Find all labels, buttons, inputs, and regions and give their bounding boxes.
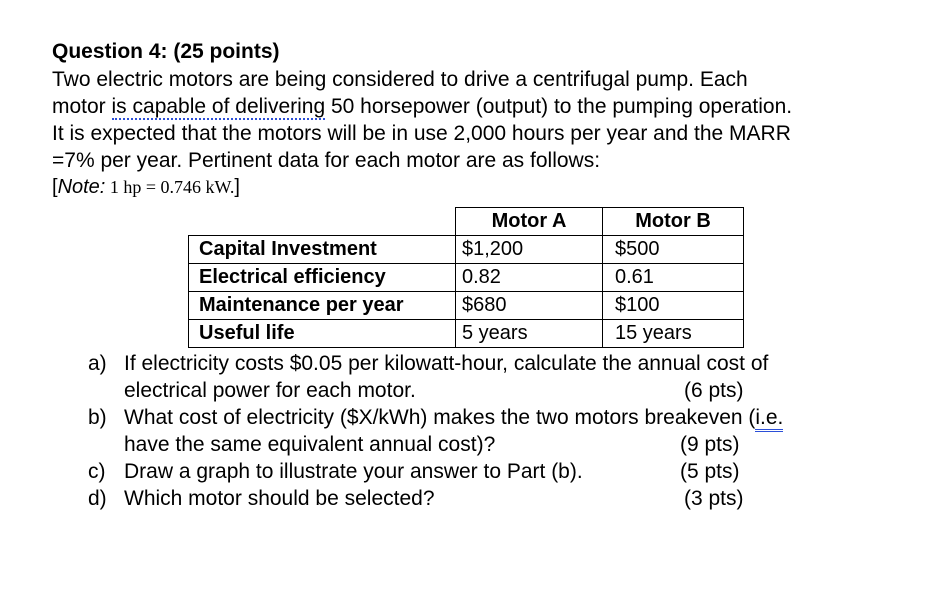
row-label: Maintenance per year — [189, 292, 456, 320]
cell-motor-b: $500 — [603, 236, 744, 264]
table-row — [189, 320, 744, 348]
paragraph-line-4: =7% per year. Pertinent data for each motor are as follows: — [52, 149, 601, 172]
table-header-row — [189, 208, 744, 236]
conversion-note — [52, 176, 240, 199]
part-b — [88, 404, 888, 458]
part-b-line-1-text: What cost of electricity ($X/kWh) makes the two motors breakeven ( — [124, 406, 756, 429]
header-motor-b: Motor B — [603, 208, 744, 236]
part-b-points: (9 pts) — [680, 433, 740, 456]
note-open-bracket: [ — [52, 176, 58, 198]
part-d-letter: d) — [88, 487, 107, 510]
paragraph-line-1: Two electric motors are being considered to drive a centrifugal pump. Each — [52, 68, 748, 91]
part-b-line-2 — [124, 431, 888, 458]
row-label: Useful life — [189, 320, 456, 348]
part-a-line-1: If electricity costs $0.05 per kilowatt-hour, calculate the annual cost of — [124, 352, 769, 375]
motor-data-table — [188, 207, 744, 348]
part-d-line-1-text: Which motor should be selected? — [124, 487, 435, 510]
part-c-line-1-text: Draw a graph to illustrate your answer to Part (b). — [124, 460, 583, 483]
question-title: Question 4: (25 points) — [52, 40, 280, 63]
row-label: Capital Investment — [189, 236, 456, 264]
note-label: Note: — [57, 176, 106, 198]
part-c-line-1 — [124, 458, 888, 485]
part-c — [88, 458, 888, 485]
spellcheck-dotted-phrase: is capable of delivering — [111, 95, 326, 118]
cell-motor-b: 0.61 — [603, 264, 744, 292]
part-a — [88, 350, 888, 404]
cell-motor-b: 15 years — [603, 320, 744, 348]
paragraph-line-2 — [52, 93, 892, 120]
header-motor-a: Motor A — [456, 208, 603, 236]
table-corner-cell — [189, 208, 456, 236]
cell-motor-a: 0.82 — [456, 264, 603, 292]
part-d-line-1 — [124, 485, 888, 512]
part-d — [88, 485, 888, 512]
note-close-bracket: ] — [234, 176, 240, 198]
part-c-points: (5 pts) — [680, 460, 740, 483]
paragraph-line-2-end: 50 horsepower (output) to the pumping operation. — [325, 95, 793, 118]
part-b-line-1 — [124, 404, 888, 431]
paragraph-line-3: It is expected that the motors will be in use 2,000 hours per year and the MARR — [52, 122, 791, 145]
question-parts-list — [88, 350, 888, 512]
table-row — [189, 236, 744, 264]
part-a-line-2-text: electrical power for each motor. — [124, 379, 416, 402]
row-label: Electrical efficiency — [189, 264, 456, 292]
part-b-letter: b) — [88, 406, 107, 429]
note-formula: 1 hp = 0.746 kW. — [105, 177, 235, 197]
cell-motor-b: $100 — [603, 292, 744, 320]
paragraph-line-2-start: motor — [52, 95, 112, 118]
part-a-letter: a) — [88, 352, 107, 375]
part-a-line-2 — [124, 377, 888, 404]
part-a-points: (6 pts) — [684, 379, 744, 402]
part-b-line-2-text: have the same equivalent annual cost)? — [124, 433, 496, 456]
cell-motor-a: 5 years — [456, 320, 603, 348]
cell-motor-a: $680 — [456, 292, 603, 320]
part-c-letter: c) — [88, 460, 106, 483]
question-paragraph — [52, 66, 892, 174]
cell-motor-a: $1,200 — [456, 236, 603, 264]
spellcheck-double-underline: i.e. — [755, 406, 783, 432]
table-row — [189, 264, 744, 292]
table-row — [189, 292, 744, 320]
part-d-points: (3 pts) — [684, 487, 744, 510]
